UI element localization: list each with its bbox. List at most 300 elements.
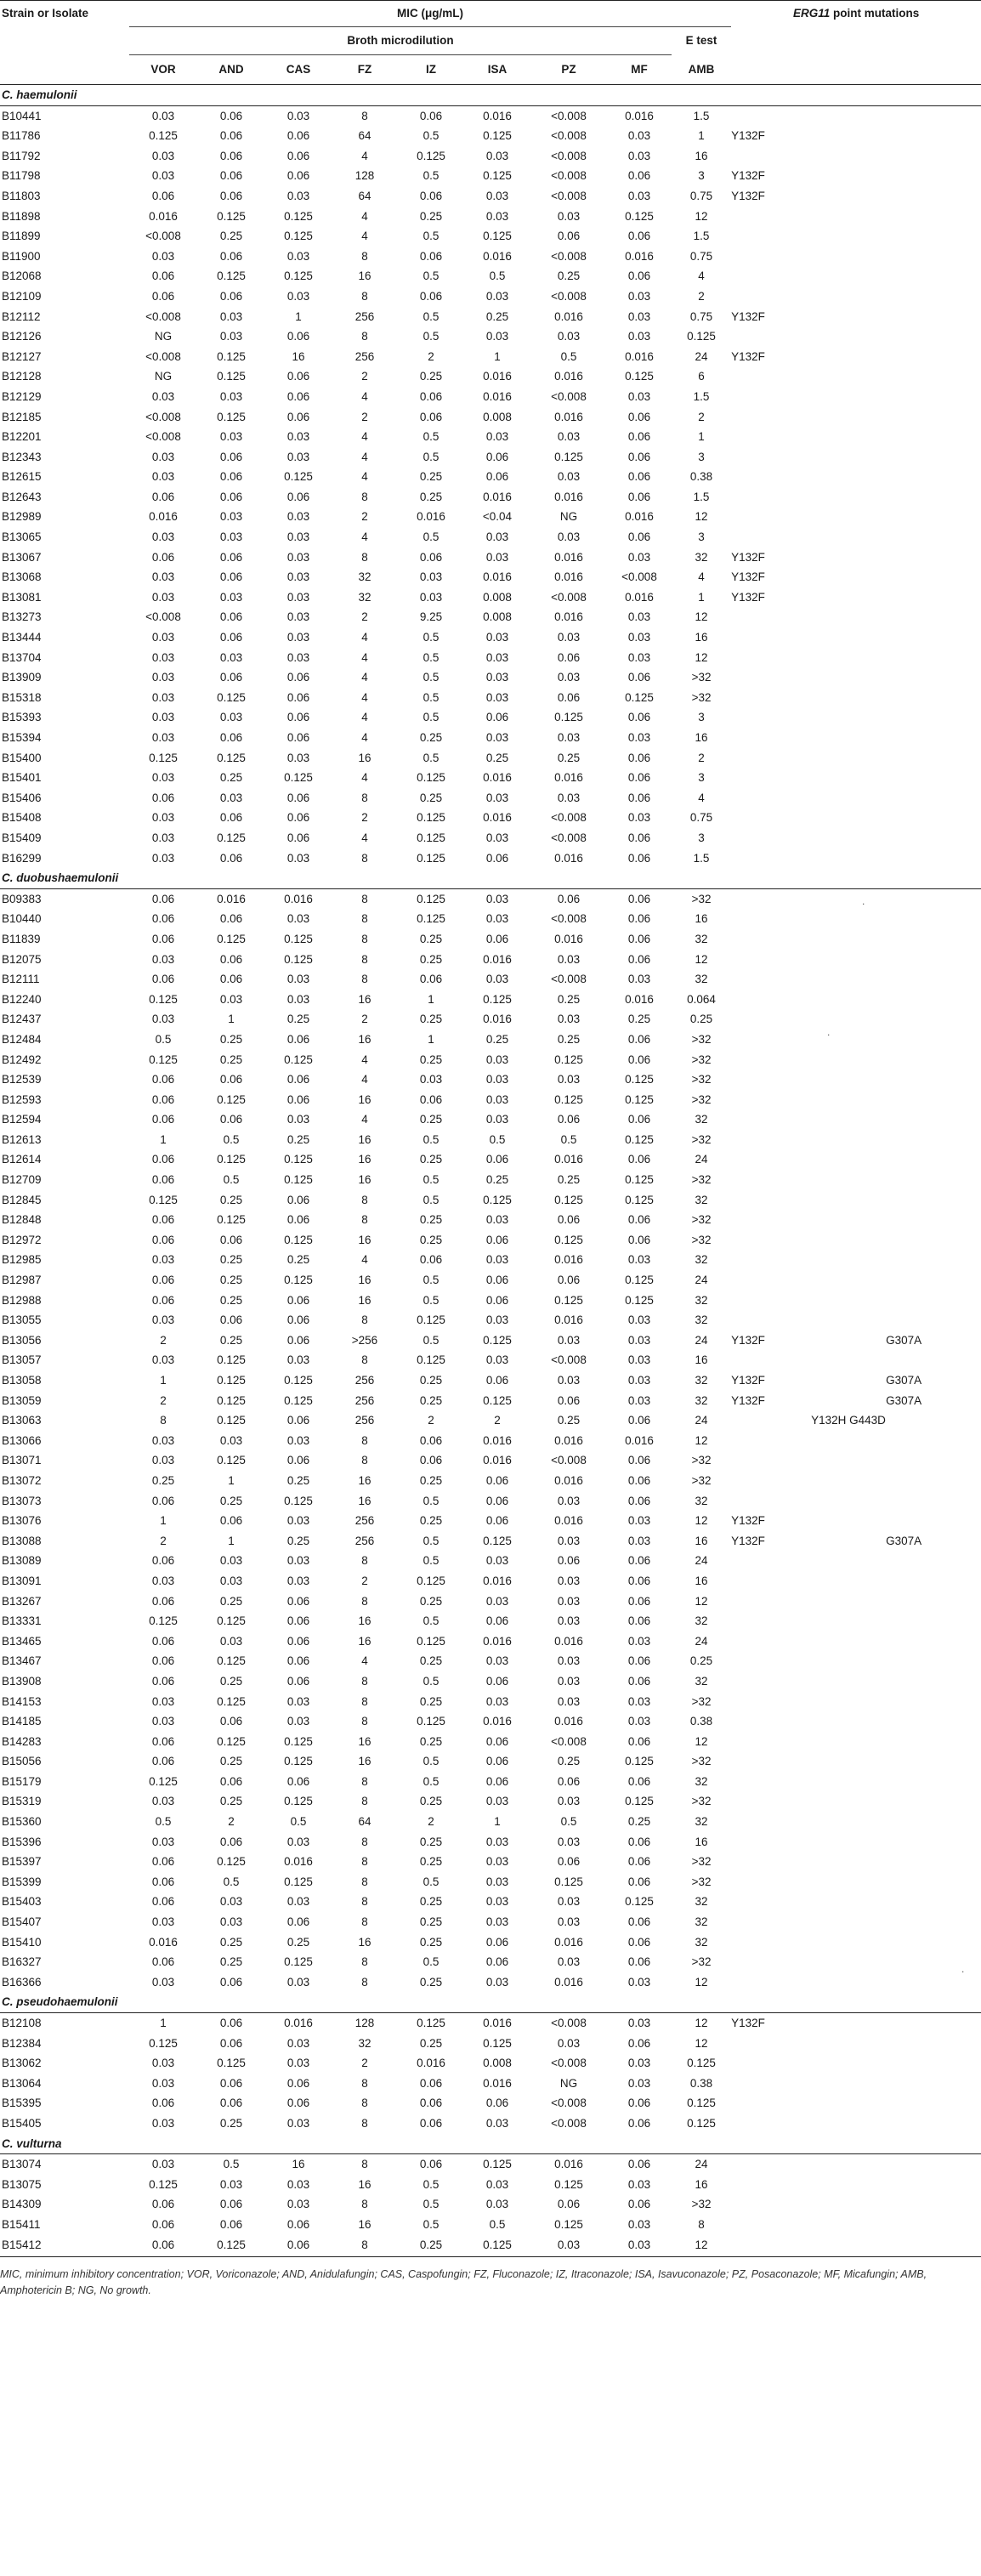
mic-value: 8	[361, 330, 368, 343]
mic-value: 0.125	[217, 1353, 246, 1367]
erg11-mutation	[731, 848, 811, 869]
strain-id: B14309	[2, 2198, 42, 2211]
mic-value: 0.016	[483, 570, 512, 584]
erg11-mutation	[886, 990, 981, 1010]
erg11-mutation	[811, 728, 886, 748]
mic-value: 0.03	[485, 1795, 509, 1808]
strain-id: B12075	[2, 952, 42, 966]
drug-header-isa: ISA	[464, 55, 530, 85]
table-row	[0, 627, 981, 648]
table-row	[0, 366, 981, 387]
mic-value: >32	[691, 1073, 712, 1087]
mic-value: 0.25	[219, 1293, 243, 1307]
mic-value: 0.06	[627, 1032, 651, 1046]
mic-value: 32	[695, 1774, 708, 1788]
strain-id: B13074	[2, 2158, 42, 2171]
mic-value: 16	[695, 731, 708, 744]
mic-value: 4	[361, 711, 368, 724]
erg11-mutation	[731, 1210, 811, 1230]
mic-value: 0.06	[151, 1895, 175, 1909]
mic-value: 0.03	[557, 2036, 581, 2050]
mic-value: 2	[428, 1414, 434, 1427]
mic-value: 2	[361, 1013, 368, 1026]
mic-value: 0.125	[625, 209, 654, 223]
erg11-mutation	[731, 748, 811, 769]
mic-value: 0.125	[483, 1534, 512, 1547]
mic-value: 0.06	[219, 1233, 243, 1246]
mic-value: 0.06	[627, 1875, 651, 1888]
mic-value: 0.03	[286, 2057, 310, 2070]
mic-value: 0.5	[422, 1193, 439, 1206]
mic-value: 2	[361, 370, 368, 383]
mic-value: 16	[358, 2177, 371, 2191]
erg11-mutation	[811, 1450, 886, 1471]
strain-id: B15407	[2, 1915, 42, 1929]
mic-value: >32	[691, 1795, 712, 1808]
erg11-mutation	[731, 1491, 811, 1512]
mic-value: 0.06	[286, 370, 310, 383]
mic-value: 32	[695, 550, 708, 564]
erg11-mutation	[811, 247, 886, 267]
mic-value: 32	[695, 973, 708, 986]
mic-value: 0.25	[286, 1013, 310, 1026]
mic-value: 16	[358, 2217, 371, 2231]
mic-value: 4	[698, 270, 705, 283]
mic-value: 0.06	[419, 973, 443, 986]
erg11-mutation	[731, 888, 811, 909]
table-row	[0, 2235, 981, 2255]
mic-value: 32	[695, 1935, 708, 1949]
erg11-mutation	[731, 950, 811, 970]
mic-value: 0.03	[151, 1353, 175, 1367]
erg11-mutation	[886, 1009, 981, 1030]
mic-value: 8	[361, 2076, 368, 2090]
mic-value: 8	[361, 2097, 368, 2110]
table-row	[0, 848, 981, 869]
mic-value: 0.03	[151, 1454, 175, 1467]
species-name: C. haemulonii	[0, 85, 981, 106]
erg11-mutation	[811, 447, 886, 468]
mic-value: 3	[698, 771, 705, 785]
mic-value: 0.25	[219, 1333, 243, 1347]
mic-value: 0.38	[689, 1715, 713, 1728]
mic-value: 0.125	[217, 1153, 246, 1166]
mic-value: 0.06	[219, 149, 243, 162]
erg11-mutation	[731, 247, 811, 267]
mic-value: 0.03	[286, 1895, 310, 1909]
mic-value: 0.03	[485, 1213, 509, 1227]
mic-value: 0.5	[489, 1132, 506, 1146]
mic-value: 32	[695, 932, 708, 945]
mic-value: 0.06	[219, 169, 243, 183]
erg11-mutation	[886, 1190, 981, 1211]
erg11-mutation	[886, 427, 981, 447]
table-row	[0, 1571, 981, 1592]
erg11-mutation	[886, 2034, 981, 2054]
erg11-mutation	[886, 1611, 981, 1631]
mic-value: 0.03	[219, 791, 243, 804]
erg11-mutation	[811, 768, 886, 788]
erg11-mutation	[886, 1210, 981, 1230]
erg11-mutation	[886, 1291, 981, 1311]
table-row	[0, 347, 981, 367]
mic-value: 0.06	[151, 1734, 175, 1748]
mic-value: 0.03	[557, 1594, 581, 1608]
mic-value: 0.03	[485, 650, 509, 664]
erg11-mutation: Y132F	[731, 550, 765, 564]
erg11-mutation	[811, 1611, 886, 1631]
erg11-mutation	[811, 1631, 886, 1652]
erg11-mutation	[811, 1751, 886, 1772]
mic-value: 8	[361, 851, 368, 865]
mic-value: 8	[361, 1193, 368, 1206]
mic-value: 0.06	[151, 189, 175, 202]
mic-value: 0.016	[554, 771, 583, 785]
table-row	[0, 909, 981, 929]
mic-value: 0.125	[149, 992, 178, 1006]
table-row	[0, 2154, 981, 2175]
mic-value: 4	[361, 671, 368, 684]
strain-id: B12845	[2, 1193, 42, 1206]
mic-value: 128	[354, 169, 375, 183]
mic-value: 1	[494, 1815, 501, 1829]
mic-value: 0.06	[627, 1915, 651, 1929]
mic-value: 0.03	[557, 1013, 581, 1026]
mic-value: 0.125	[217, 1414, 246, 1427]
mic-value: 0.03	[151, 389, 175, 403]
erg11-mutation	[811, 427, 886, 447]
mic-value: 0.25	[219, 1594, 243, 1608]
strain-id: B11839	[2, 932, 41, 945]
mic-value: 4	[361, 1073, 368, 1087]
strain-id: B12126	[2, 330, 42, 343]
erg11-mutation	[811, 1090, 886, 1110]
mic-value: 0.03	[286, 531, 310, 544]
erg11-mutation	[886, 1592, 981, 1612]
stray-mark: .	[862, 895, 865, 907]
mic-value: 0.06	[627, 1835, 651, 1848]
mic-value: 0.06	[419, 1454, 443, 1467]
table-row	[0, 247, 981, 267]
erg11-mutation	[811, 487, 886, 508]
mic-value: 8	[361, 1855, 368, 1869]
mic-value: 0.25	[219, 1053, 243, 1066]
mic-value: 0.06	[627, 1113, 651, 1126]
mic-value: 0.03	[151, 2076, 175, 2090]
mic-value: 16	[695, 1574, 708, 1587]
table-row	[0, 748, 981, 769]
erg11-mutation	[886, 1170, 981, 1190]
mic-value: 0.125	[417, 1634, 445, 1648]
mic-value: 0.125	[625, 1795, 654, 1808]
mic-value: 0.03	[286, 1835, 310, 1848]
table-row	[0, 1109, 981, 1130]
mic-value: 8	[160, 1414, 167, 1427]
mic-value: 16	[358, 1153, 371, 1166]
mic-value: 0.06	[485, 450, 509, 463]
strain-id: B12384	[2, 2036, 42, 2050]
mic-value: 0.25	[219, 1795, 243, 1808]
mic-value: 0.25	[419, 1795, 443, 1808]
strain-id: B12643	[2, 490, 42, 503]
mic-value: 0.06	[627, 270, 651, 283]
mic-value: 0.06	[286, 490, 310, 503]
table-row	[0, 1631, 981, 1652]
erg11-mutation	[886, 226, 981, 247]
mic-value: 8	[361, 1694, 368, 1708]
mic-value: 32	[695, 1674, 708, 1688]
table-row	[0, 1149, 981, 1170]
mic-value: 0.03	[151, 590, 175, 604]
mic-value: 0.03	[151, 1835, 175, 1848]
strain-id: B10440	[2, 912, 42, 926]
mic-value: 0.06	[627, 851, 651, 865]
mic-value: 0.06	[219, 129, 243, 143]
mic-value: 0.06	[151, 912, 175, 926]
mic-value: 12	[695, 209, 708, 223]
mic-value: 0.125	[217, 270, 246, 283]
mic-value: 0.03	[219, 1915, 243, 1929]
mic-value: 0.06	[627, 470, 651, 484]
erg11-mutation	[811, 567, 886, 587]
table-row	[0, 2013, 981, 2034]
mic-value: 4	[361, 470, 368, 484]
erg11-mutation	[731, 146, 811, 167]
table-row	[0, 990, 981, 1010]
strain-id: B13068	[2, 570, 42, 584]
table-row	[0, 888, 981, 909]
mic-value: <0.008	[551, 289, 587, 303]
mic-value: 0.5	[223, 1132, 240, 1146]
erg11-mutation	[731, 1230, 811, 1251]
mic-value: 0.06	[419, 2116, 443, 2130]
mic-value: 0.06	[286, 1032, 310, 1046]
mic-value: 32	[358, 570, 371, 584]
mic-value: 0.125	[417, 2017, 445, 2029]
mic-value: 0.06	[151, 973, 175, 986]
mic-value: 0.03	[557, 952, 581, 966]
mic-value: 0.06	[286, 811, 310, 825]
mic-value: 0.06	[485, 1935, 509, 1949]
erg11-mutation	[731, 2093, 811, 2114]
mic-value: 0.06	[627, 430, 651, 444]
mic-value: 0.03	[557, 1694, 581, 1708]
mic-value: 0.06	[219, 1073, 243, 1087]
mic-value: 4	[698, 570, 705, 584]
mic-value: 0.03	[557, 531, 581, 544]
mic-value: 0.25	[219, 1935, 243, 1949]
mic-value: 0.06	[485, 711, 509, 724]
erg11-mutation	[731, 507, 811, 527]
erg11-mutation	[886, 2114, 981, 2134]
mic-value: 0.125	[284, 952, 313, 966]
mic-value: 0.06	[485, 1614, 509, 1628]
mic-value: 0.125	[284, 1274, 313, 1287]
mic-value: 16	[695, 1835, 708, 1848]
mic-value: 0.06	[485, 1955, 509, 1969]
strain-id: B15403	[2, 1895, 42, 1909]
mic-value: 0.25	[419, 1694, 443, 1708]
table-row	[0, 1751, 981, 1772]
mic-value: 12	[695, 952, 708, 966]
mic-value: 0.25	[627, 1013, 651, 1026]
mic-value: 0.06	[627, 1935, 651, 1949]
erg11-mutation	[886, 1571, 981, 1592]
erg11-mutation	[811, 326, 886, 347]
mic-value: 0.016	[554, 1634, 583, 1648]
mic-value: 0.06	[286, 1654, 310, 1668]
strain-id: B12539	[2, 1073, 42, 1087]
erg11-mutation	[811, 1130, 886, 1150]
mic-value: 4	[361, 1113, 368, 1126]
mic-value: 0.06	[627, 169, 651, 183]
erg11-mutation	[731, 990, 811, 1010]
mic-value: 0.5	[155, 1032, 172, 1046]
mic-value: 0.5	[422, 1755, 439, 1768]
mic-value: 0.016	[554, 932, 583, 945]
mic-value: 0.125	[483, 1193, 512, 1206]
mic-value: 0.25	[485, 1032, 509, 1046]
mic-value: 0.125	[483, 2158, 512, 2171]
mic-value: 0.016	[149, 1935, 178, 1949]
mic-value: 0.06	[557, 690, 581, 704]
strain-id: B13059	[2, 1393, 42, 1407]
mic-value: 0.5	[223, 2158, 240, 2171]
mic-value: 0.125	[149, 1774, 178, 1788]
erg11-mutation	[886, 2235, 981, 2255]
mic-value: 0.03	[151, 731, 175, 744]
mic-value: 8	[361, 1433, 368, 1447]
mic-value: 8	[361, 791, 368, 804]
erg11-mutation: G307A	[886, 1333, 922, 1347]
mic-value: 0.125	[284, 1173, 313, 1187]
erg11-mutation	[731, 1130, 811, 1150]
erg11-mutation	[731, 1190, 811, 1211]
erg11-mutation	[811, 1149, 886, 1170]
table-row	[0, 2215, 981, 2235]
erg11-mutation	[811, 2034, 886, 2054]
mic-value: 8	[361, 1835, 368, 1848]
erg11-mutation	[811, 387, 886, 407]
strain-id: B12594	[2, 1113, 42, 1126]
mic-value: 0.03	[627, 1253, 651, 1267]
mic-value: 0.016	[554, 1514, 583, 1528]
mic-value: 0.25	[219, 1674, 243, 1688]
mic-value: 0.06	[485, 1494, 509, 1507]
mic-value: 0.03	[286, 2198, 310, 2211]
mic-value: 3	[698, 450, 705, 463]
erg11-mutation	[886, 287, 981, 307]
mic-value: 8	[698, 2217, 705, 2231]
mic-value: 0.03	[557, 1333, 581, 1347]
mic-value: 8	[361, 1715, 368, 1728]
mic-value: 8	[361, 1915, 368, 1929]
mic-value: 0.06	[627, 1654, 651, 1668]
mic-value: 0.06	[286, 1333, 310, 1347]
mic-value: 0.06	[151, 1755, 175, 1768]
strain-id: B16366	[2, 1975, 42, 1989]
erg11-mutation: Y132F	[731, 590, 765, 604]
mic-value: 0.06	[219, 1715, 243, 1728]
mic-value: 0.06	[151, 289, 175, 303]
erg11-mutation	[886, 1791, 981, 1812]
mic-value: 0.125	[217, 370, 246, 383]
erg11-mutation	[886, 166, 981, 186]
mic-value: 0.03	[151, 1574, 175, 1587]
mic-value: 0.06	[219, 731, 243, 744]
erg11-mutation	[886, 1932, 981, 1953]
mic-value: 0.03	[219, 510, 243, 524]
etest-header: E test	[685, 34, 717, 48]
mic-value: 0.06	[286, 149, 310, 162]
table-row	[0, 1651, 981, 1671]
mic-value: 0.06	[627, 1213, 651, 1227]
erg11-mutation	[811, 1832, 886, 1853]
mic-value: 0.06	[627, 952, 651, 966]
table-row	[0, 1009, 981, 1030]
erg11-mutation	[886, 888, 981, 909]
mic-value: 0.125	[217, 690, 246, 704]
mic-value: 0.06	[627, 1473, 651, 1487]
erg11-mutation	[811, 1972, 886, 1993]
mic-value: 0.06	[419, 1253, 443, 1267]
table-row	[0, 667, 981, 688]
mic-value: >32	[691, 1233, 712, 1246]
mic-value: 0.06	[219, 189, 243, 202]
mic-value: 12	[695, 2238, 708, 2251]
mic-value: 0.03	[151, 2158, 175, 2171]
erg11-mutation	[886, 387, 981, 407]
erg11-mutation	[886, 950, 981, 970]
mic-value: 0.125	[554, 1092, 583, 1106]
mic-value: 0.25	[485, 309, 509, 323]
mic-value: 0.25	[419, 1835, 443, 1848]
mic-value: 0.5	[422, 430, 439, 444]
erg11-mutation	[731, 2034, 811, 2054]
mic-value: 8	[361, 1774, 368, 1788]
erg11-mutation	[886, 1651, 981, 1671]
mic-value: 8	[361, 2116, 368, 2130]
mic-value: 0.03	[557, 1614, 581, 1628]
mic-value: 0.03	[485, 1975, 509, 1989]
mic-value: 0.125	[554, 2217, 583, 2231]
strain-id: B15405	[2, 2116, 42, 2130]
mic-value: 0.06	[219, 912, 243, 926]
erg11-mutation	[731, 2175, 811, 2195]
mic-value: 2	[428, 1815, 434, 1829]
erg11-mutation	[886, 808, 981, 828]
mic-value: 0.125	[554, 711, 583, 724]
mic-value: <0.008	[551, 109, 587, 122]
drug-header-pz: PZ	[530, 55, 607, 85]
mic-value: 12	[695, 1734, 708, 1748]
mic-value: 0.03	[485, 831, 509, 844]
mic-value: 0.03	[151, 109, 175, 122]
mic-value: 0.06	[286, 1915, 310, 1929]
mic-value: 0.03	[219, 1574, 243, 1587]
mic-value: 0.5	[422, 711, 439, 724]
mic-value: 16	[695, 2177, 708, 2191]
mic-value: 0.03	[627, 1694, 651, 1708]
mic-value: 32	[695, 1494, 708, 1507]
erg11-mutation	[731, 1009, 811, 1030]
mic-value: >32	[691, 1473, 712, 1487]
mic-value: <0.008	[551, 2116, 587, 2130]
mic-value: 0.125	[217, 1213, 246, 1227]
erg11-mutation	[811, 848, 886, 869]
strain-id: B16327	[2, 1955, 42, 1969]
mic-value: 0.06	[557, 650, 581, 664]
